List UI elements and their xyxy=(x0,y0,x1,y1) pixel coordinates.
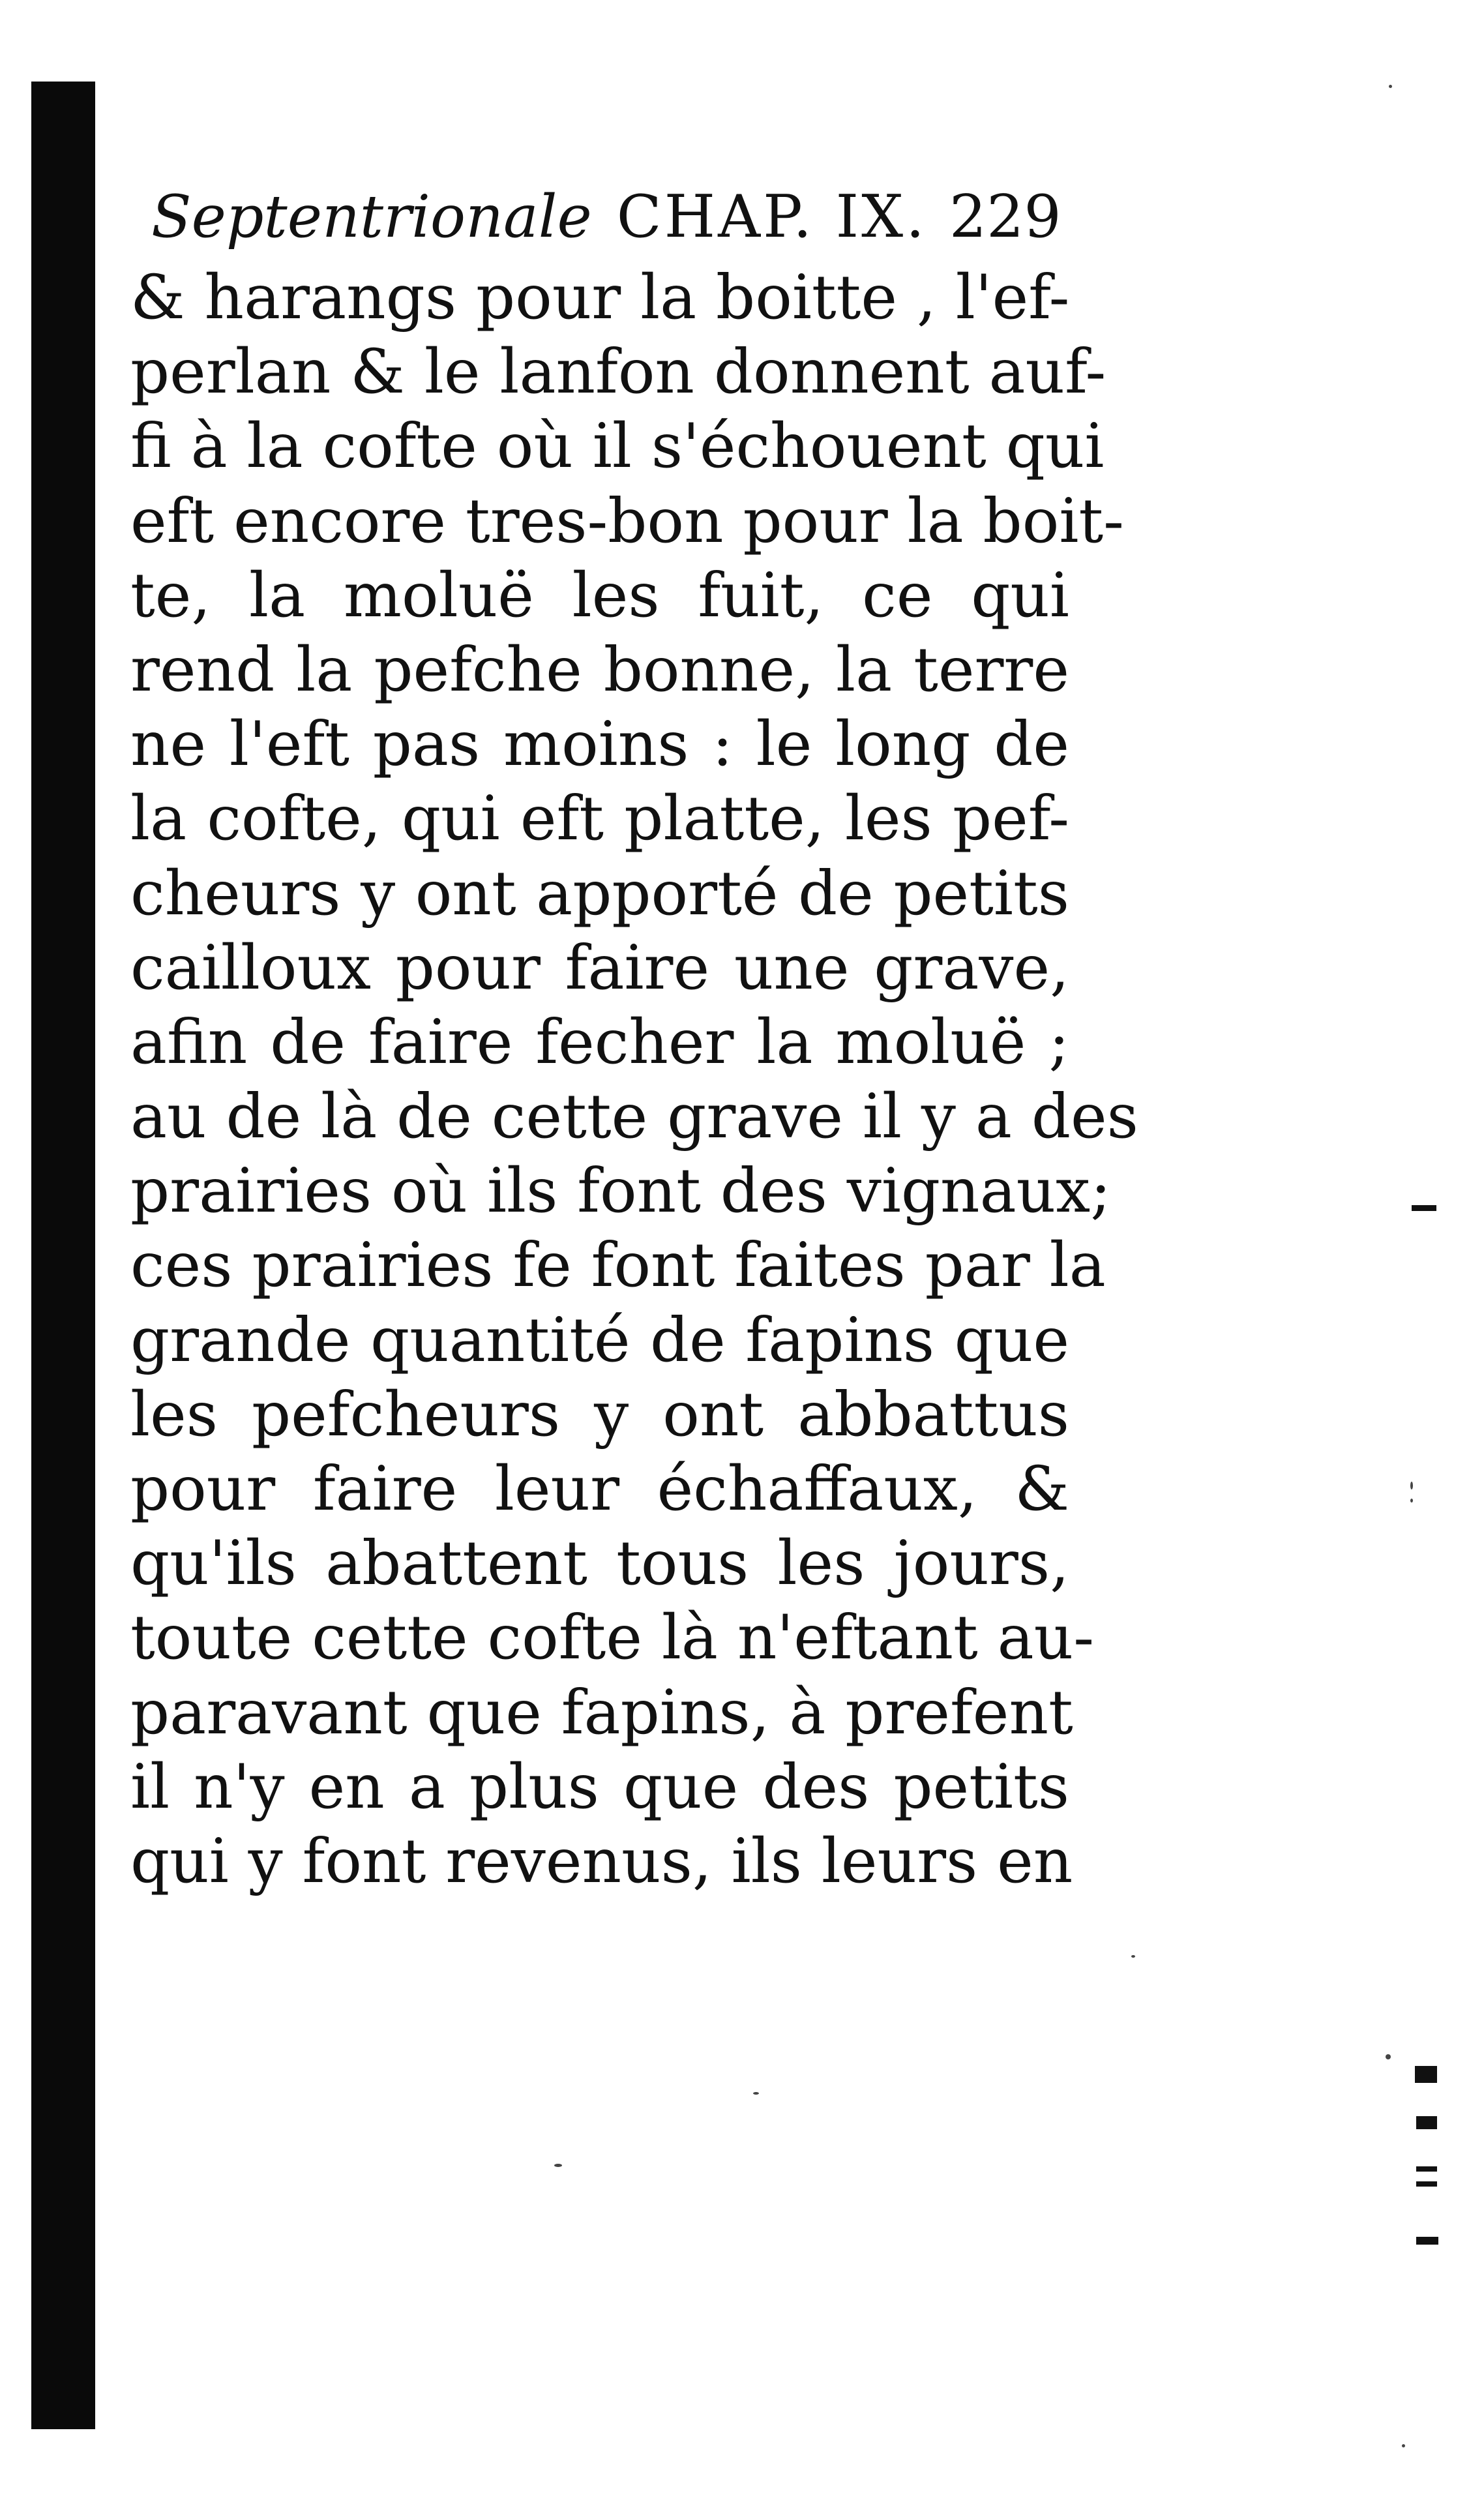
text-line: toute cette cofte là n'eftant au- xyxy=(130,1602,1094,1674)
text-line: fi à la cofte où il s'échouent qui xyxy=(130,411,1105,483)
text-line: ces prairies fe font faites par la xyxy=(130,1230,1106,1302)
text-line: qu'ils abattent tous les jours, xyxy=(130,1528,1069,1600)
text-line: afin de faire fecher la moluë ; xyxy=(130,1006,1069,1078)
margin-mark xyxy=(1415,2066,1437,2083)
text-line: prairies où ils font des vignaux; xyxy=(130,1156,1111,1227)
scan-speck xyxy=(554,2164,562,2167)
text-line: rend la pefche bonne, la terre xyxy=(130,634,1069,706)
page-number: 229 xyxy=(949,183,1061,251)
text-line: & harangs pour la boitte , l'ef- xyxy=(130,262,1070,333)
text-line: ne l'eft pas moins : le long de xyxy=(130,709,1069,781)
running-header xyxy=(117,183,1069,261)
margin-dash xyxy=(1412,1205,1436,1211)
text-line: paravant que fapins, à prefent xyxy=(130,1677,1073,1748)
text-line: il n'y en a plus que des petits xyxy=(130,1751,1069,1823)
margin-mark xyxy=(1416,2116,1437,2129)
margin-mark xyxy=(1416,2237,1438,2245)
scan-speck xyxy=(1386,2054,1391,2059)
scan-speck xyxy=(1410,1499,1413,1503)
scan-speck xyxy=(1410,1482,1413,1489)
margin-mark xyxy=(1416,2166,1437,2172)
text-line: perlan & le lanfon donnent auf- xyxy=(130,336,1106,408)
running-header-title: Septentrionale xyxy=(151,183,592,251)
text-line: pour faire leur échaffaux, & xyxy=(130,1454,1069,1525)
text-line: grande quantité de fapins que xyxy=(130,1304,1069,1376)
scan-speck xyxy=(1389,85,1392,88)
text-line: la cofte, qui eft platte, les pef- xyxy=(130,783,1069,855)
text-line: au de là de cette grave il y a des xyxy=(130,1081,1138,1153)
page-text-block xyxy=(117,183,1138,1899)
text-line: les pefcheurs y ont abbattus xyxy=(130,1379,1069,1450)
text-line: te, la moluë les fuit, ce qui xyxy=(130,560,1069,631)
scan-speck xyxy=(1402,2444,1405,2447)
text-line: cailloux pour faire une grave, xyxy=(130,932,1069,1004)
text-line: eft encore tres-bon pour la boit- xyxy=(130,485,1124,557)
text-line: qui y font revenus, ils leurs en xyxy=(130,1825,1073,1897)
book-binding-edge xyxy=(31,82,95,2429)
running-header-chapter: CHAP. IX. xyxy=(616,183,927,251)
margin-mark xyxy=(1416,2181,1437,2187)
scan-speck xyxy=(753,2092,759,2095)
text-line: cheurs y ont apporté de petits xyxy=(130,858,1069,929)
scan-speck xyxy=(1131,1955,1135,1958)
